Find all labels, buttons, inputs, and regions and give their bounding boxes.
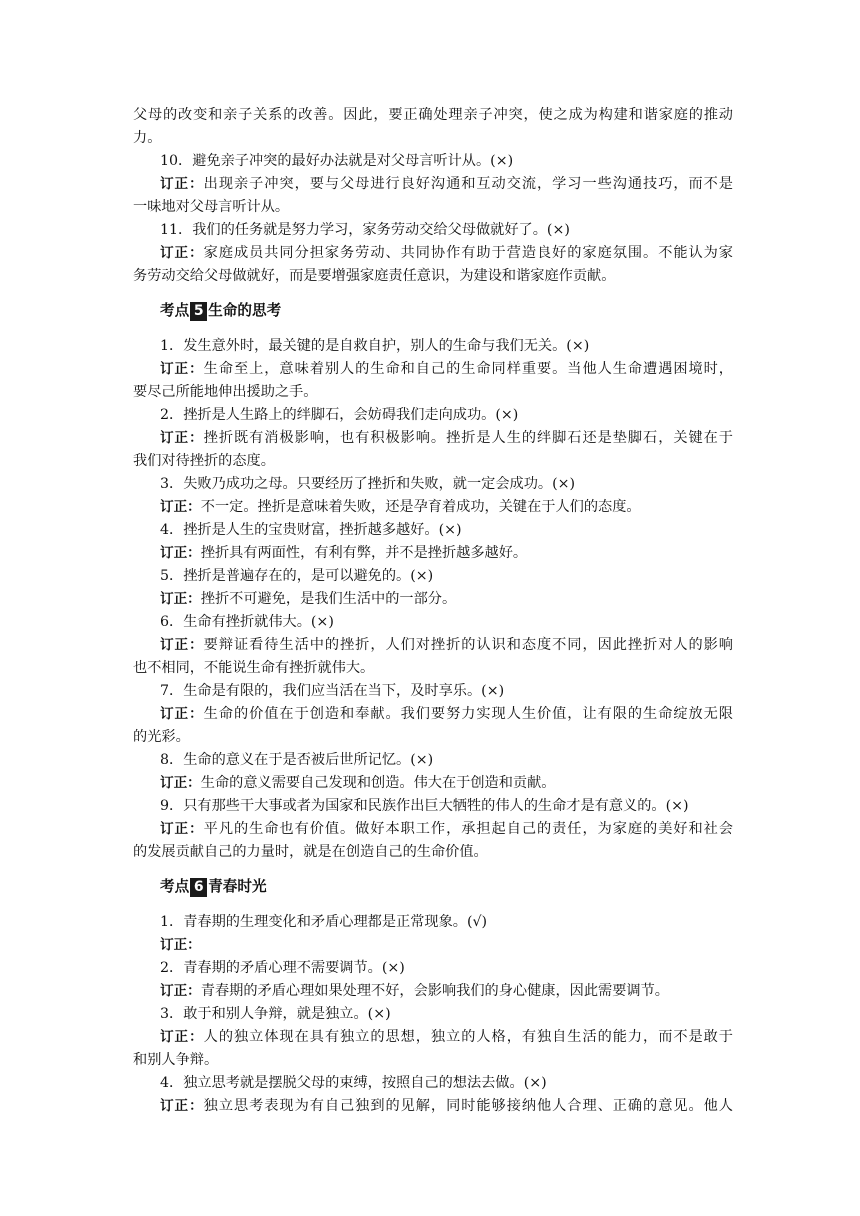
correction-label: 订正： bbox=[160, 176, 204, 192]
question: 2．挫折是人生路上的绊脚石，会妨碍我们走向成功。(×) bbox=[160, 407, 519, 423]
paragraph-line: 父母的改变和亲子关系的改善。因此，要正确处理亲子冲突，使之成为构建和谐家庭的推动 bbox=[133, 107, 733, 123]
correction-line: 我们对待挫折的态度。 bbox=[133, 453, 275, 469]
question: 7．生命是有限的，我们应当活在当下，及时享乐。(×) bbox=[160, 683, 505, 699]
correction: 订正：挫折具有两面性，有利有弊，并不是挫折越多越好。 bbox=[160, 545, 528, 561]
section-heading-6: 考点 6 青春时光 bbox=[160, 878, 267, 895]
question: 4．挫折是人生的宝贵财富，挫折越多越好。(×) bbox=[160, 522, 462, 538]
correction-line: 的光彩。 bbox=[133, 729, 190, 745]
correction-line: 务劳动交给父母做就好，而是要增强家庭责任意识，为建设和谐家庭作贡献。 bbox=[133, 268, 616, 284]
correction: 订正：青春期的矛盾心理如果处理不好，会影响我们的身心健康，因此需要调节。 bbox=[160, 983, 669, 999]
section-number-badge: 6 bbox=[190, 878, 207, 897]
correction: 订正：要辩证看待生活中的挫折，人们对挫折的认识和态度不同，因此挫折对人的影响 bbox=[160, 637, 733, 653]
question: 3．敢于和别人争辩，就是独立。(×) bbox=[160, 1006, 391, 1022]
correction-line: 的发展贡献自己的力量时，就是在创造自己的生命价值。 bbox=[133, 844, 488, 860]
correction-line: 一味地对父母言听计从。 bbox=[133, 199, 290, 215]
question: 1．发生意外时，最关键的是自救自护，别人的生命与我们无关。(×) bbox=[160, 338, 590, 354]
correction: 订正：生命至上，意味着别人的生命和自己的生命同样重要。当他人生命遭遇困境时， bbox=[160, 361, 733, 377]
correction: 订正：挫折不可避免，是我们生活中的一部分。 bbox=[160, 591, 457, 607]
question: 5．挫折是普遍存在的，是可以避免的。(×) bbox=[160, 568, 434, 584]
correction-label: 订正： bbox=[160, 591, 201, 607]
correction: 订正：生命的意义需要自己发现和创造。伟大在于创造和贡献。 bbox=[160, 775, 556, 791]
correction-label: 订正： bbox=[160, 821, 204, 837]
correction-label: 订正： bbox=[160, 637, 204, 653]
correction-label: 订正： bbox=[160, 1098, 204, 1114]
correction-10: 订正：出现亲子冲突，要与父母进行良好沟通和互动交流，学习一些沟通技巧，而不是 bbox=[160, 176, 733, 192]
correction-line: 也不相同，不能说生命有挫折就伟大。 bbox=[133, 660, 375, 676]
correction-label: 订正： bbox=[160, 545, 201, 561]
correction-label: 订正： bbox=[160, 361, 204, 377]
correction: 订正：不一定。挫折是意味着失败，还是孕育着成功，关键在于人们的态度。 bbox=[160, 499, 641, 515]
correction-11: 订正：家庭成员共同分担家务劳动、共同协作有助于营造良好的家庭氛围。不能认为家 bbox=[160, 245, 733, 261]
correction-label: 订正： bbox=[160, 937, 201, 953]
correction-label: 订正： bbox=[160, 499, 201, 515]
correction-line: 和别人争辩。 bbox=[133, 1052, 219, 1068]
correction: 订正：平凡的生命也有价值。做好本职工作，承担起自己的责任，为家庭的美好和社会 bbox=[160, 821, 733, 837]
question: 6．生命有挫折就伟大。(×) bbox=[160, 614, 334, 630]
correction-label: 订正： bbox=[160, 1029, 204, 1045]
question-11: 11．我们的任务就是努力学习，家务劳动交给父母做就好了。(×) bbox=[160, 222, 570, 238]
question-10: 10．避免亲子冲突的最好办法就是对父母言听计从。(×) bbox=[160, 153, 514, 169]
paragraph-line: 力。 bbox=[133, 130, 162, 146]
question: 4．独立思考就是摆脱父母的束缚，按照自己的想法去做。(×) bbox=[160, 1075, 547, 1091]
correction-label: 订正： bbox=[160, 706, 204, 722]
question: 9．只有那些干大事或者为国家和民族作出巨大牺牲的伟人的生命才是有意义的。(×) bbox=[160, 798, 689, 814]
correction: 订正：生命的价值在于创造和奉献。我们要努力实现人生价值，让有限的生命绽放无限 bbox=[160, 706, 733, 722]
correction-label: 订正： bbox=[160, 775, 201, 791]
correction-label: 订正： bbox=[160, 983, 201, 999]
question: 8．生命的意义在于是否被后世所记忆。(×) bbox=[160, 752, 434, 768]
section-heading-5: 考点 5 生命的思考 bbox=[160, 302, 282, 319]
correction bbox=[160, 934, 733, 956]
correction-label: 订正： bbox=[160, 245, 204, 261]
section-number-badge: 5 bbox=[190, 302, 207, 321]
question: 3．失败乃成功之母。只要经历了挫折和失败，就一定会成功。(×) bbox=[160, 476, 576, 492]
question: 2．青春期的矛盾心理不需要调节。(×) bbox=[160, 960, 405, 976]
correction: 订正：独立思考表现为有自己独到的见解，同时能够接纳他人合理、正确的意见。他人 bbox=[160, 1098, 733, 1114]
correction: 订正：挫折既有消极影响，也有积极影响。挫折是人生的绊脚石还是垫脚石，关键在于 bbox=[160, 430, 733, 446]
correction: 订正：人的独立体现在具有独立的思想，独立的人格，有独自生活的能力，而不是敢于 bbox=[160, 1029, 733, 1045]
correction-line: 要尽己所能地伸出援助之手。 bbox=[133, 384, 318, 400]
question: 1．青春期的生理变化和矛盾心理都是正常现象。(√) bbox=[160, 914, 488, 930]
correction-label: 订正： bbox=[160, 430, 204, 446]
